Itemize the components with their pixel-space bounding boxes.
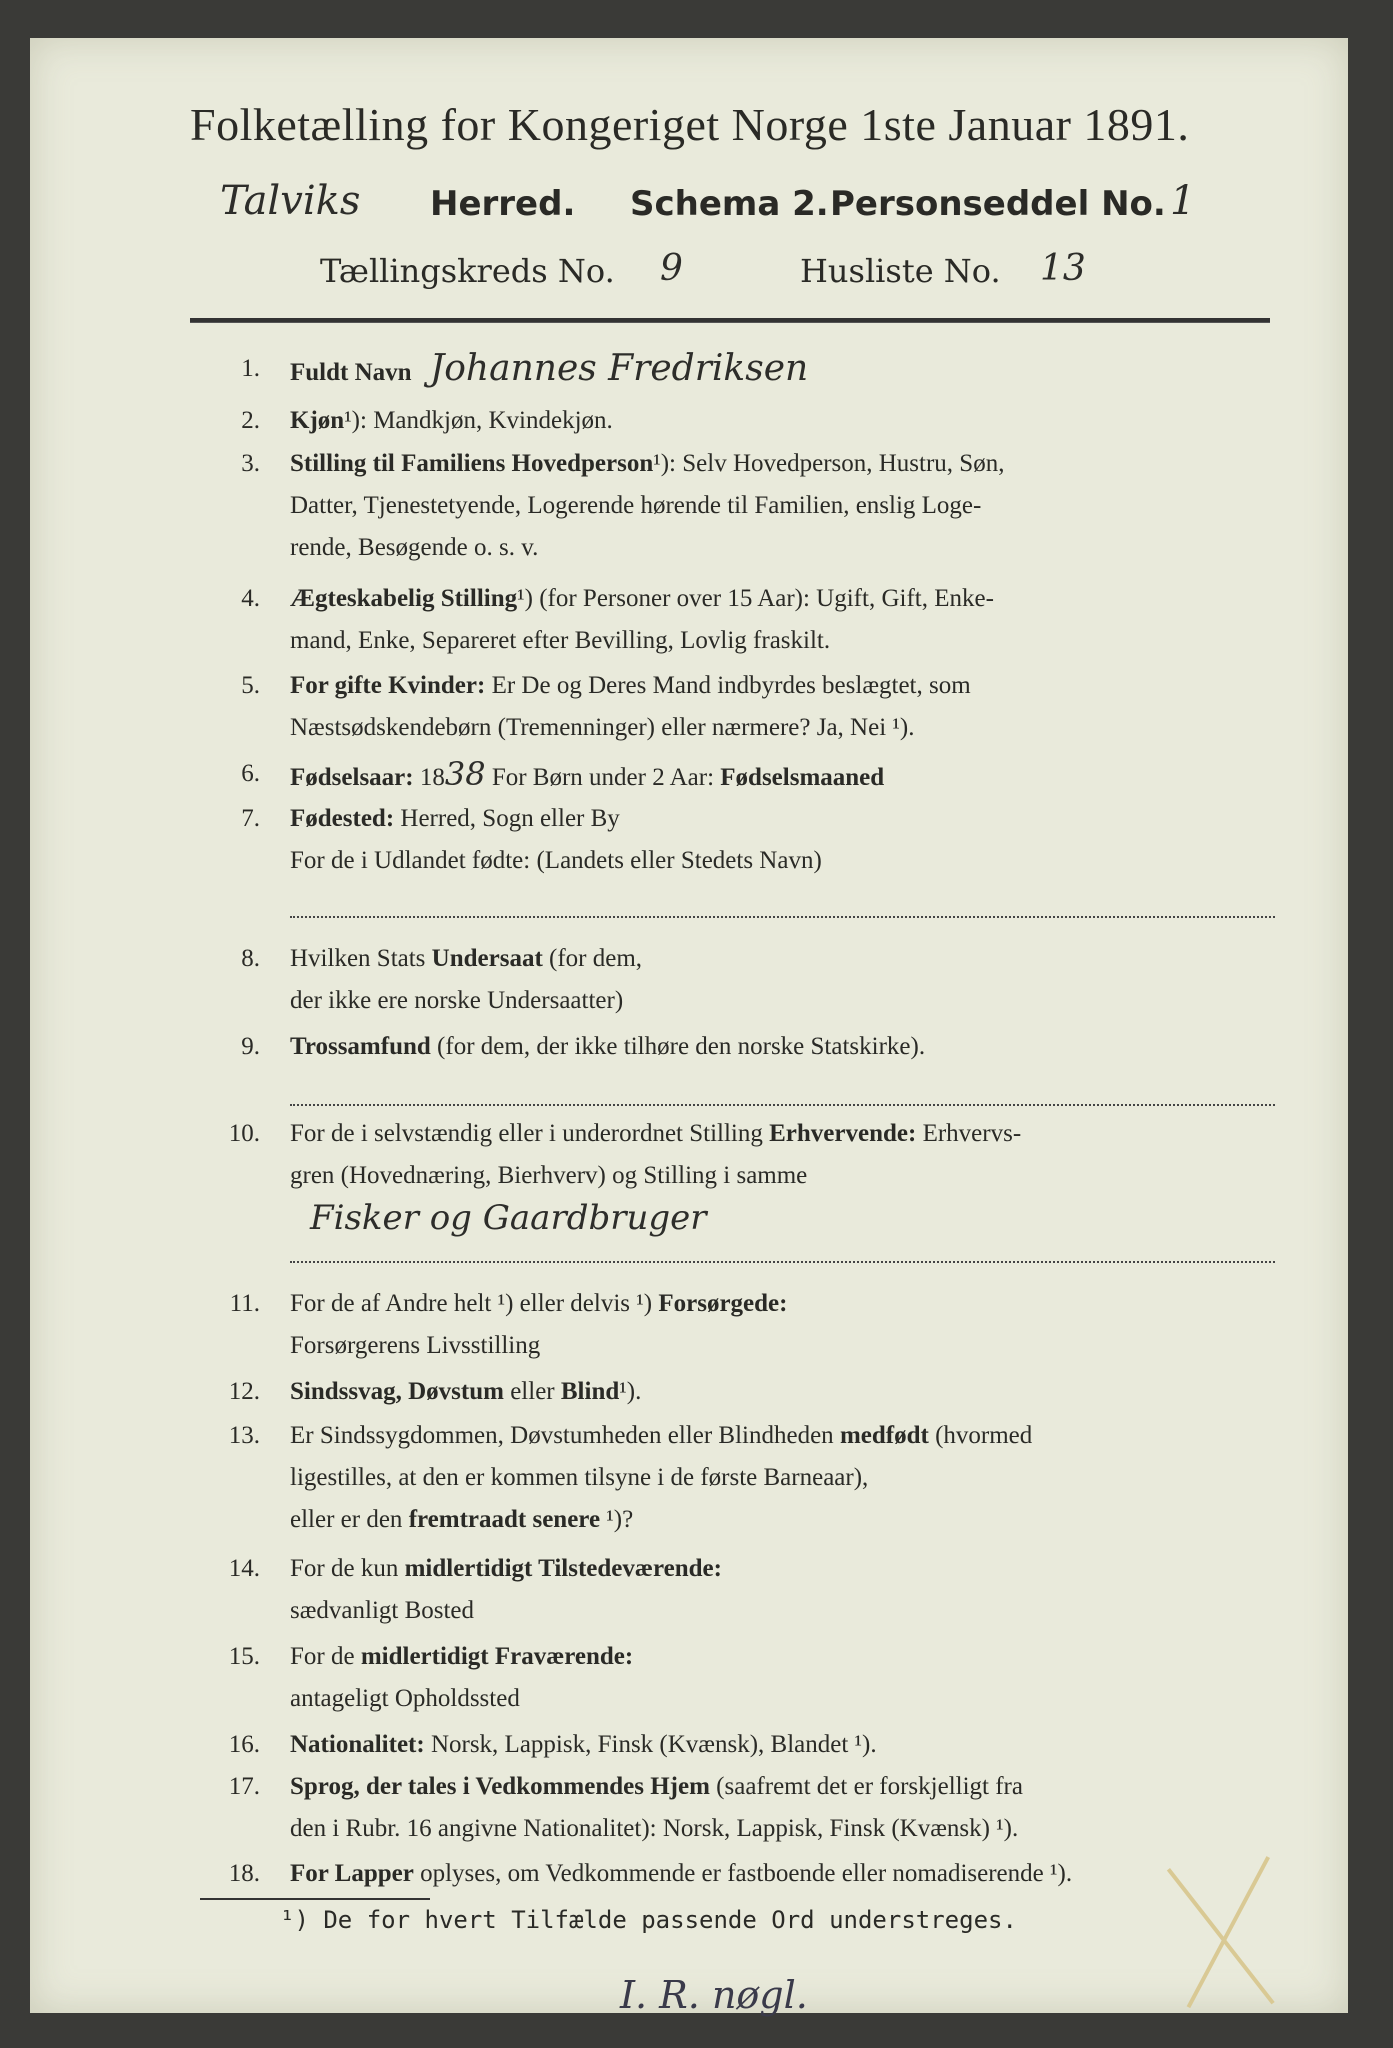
item-text-2: antageligt Opholdssted — [290, 1685, 520, 1712]
item-options-3: rende, Besøgende o. s. v. — [290, 534, 539, 561]
item-number: 12. — [228, 1378, 260, 1405]
husliste-no: 13 — [1040, 248, 1086, 289]
item-text — [290, 348, 1280, 394]
item-number: 17. — [228, 1773, 260, 1800]
item-text-c: For Børn under 2 Aar: — [485, 764, 721, 791]
item-options-2: den i Rubr. 16 angivne Nationalitet): Norsk, Lappisk, Finsk (Kvænsk) ¹). — [290, 1815, 1019, 1842]
item-label: Kjøn — [290, 407, 345, 434]
item-text-b: (hvormed — [928, 1422, 1033, 1449]
item-text-b: (for dem, der ikke tilhøre den norske Statskirke). — [430, 1033, 926, 1060]
item-6 — [190, 753, 1280, 798]
item-number: 18. — [228, 1860, 260, 1887]
item-12 — [190, 1371, 1280, 1416]
item-label-2: fremtraadt senere — [408, 1506, 601, 1533]
item-label: Trossamfund — [290, 1033, 431, 1060]
item-label: Stilling til Familiens Hovedperson — [290, 450, 654, 477]
item-text — [290, 1026, 1280, 1068]
item-options: ¹) (for Personer over 15 Aar): Ugift, Gift, Enke- — [517, 585, 994, 612]
item-text — [290, 1724, 1280, 1766]
blank-line — [290, 1261, 1275, 1263]
item-2 — [190, 400, 1280, 445]
item-options: Herred, Sogn eller By — [394, 805, 620, 832]
item-label: Sprog, der tales i Vedkommendes Hjem — [290, 1773, 710, 1800]
kreds-no: 9 — [660, 248, 683, 289]
item-text-b: oplyses, om Vedkommende er fastboende eller nomadiserende ¹). — [413, 1860, 1073, 1887]
personseddel-label: Personseddel No. — [830, 184, 1166, 224]
item-text-a: For de — [290, 1643, 361, 1670]
item-text — [290, 1283, 1280, 1367]
item-text — [290, 400, 1280, 442]
item-18 — [190, 1853, 1280, 1898]
footnote: ¹) De for hvert Tilfælde passende Ord understreges. — [280, 1906, 1017, 1934]
item-5 — [190, 665, 1280, 755]
item-number: 14. — [228, 1555, 260, 1582]
item-text — [290, 1766, 1280, 1850]
item-text-2: sædvanligt Bosted — [290, 1597, 475, 1624]
item-label: Nationalitet: — [290, 1731, 425, 1758]
item-number: 15. — [228, 1643, 260, 1670]
item-number: 2. — [241, 407, 260, 434]
item-text-c: ¹). — [619, 1378, 642, 1405]
item-options-2: Datter, Tjenestetyende, Logerende hørende til Familien, enslig Loge- — [290, 492, 982, 519]
schema-label: Schema 2. — [630, 184, 829, 224]
kreds-label: Tællingskreds No. — [320, 252, 615, 290]
item-number: 5. — [241, 672, 260, 699]
item-number: 8. — [241, 945, 260, 972]
header-rule — [190, 318, 1270, 323]
item-options: Er De og Deres Mand indbyrdes beslægtet, som — [485, 672, 971, 699]
item-text-2: gren (Hovednæring, Bierhverv) og Stilling i samme — [290, 1162, 808, 1189]
item-text-b: 18 — [413, 764, 445, 791]
item-3 — [190, 443, 1280, 573]
item-options: ¹): Selv Hovedperson, Hustru, Søn, — [653, 450, 1005, 477]
item-label: For Lapper — [290, 1860, 414, 1887]
item-text-b: eller — [503, 1378, 561, 1405]
item-17 — [190, 1766, 1280, 1856]
item-options: Norsk, Lappisk, Finsk (Kvænsk), Blandet ¹). — [424, 1731, 877, 1758]
item-text — [290, 1853, 1280, 1895]
item-options: ¹): Mandkjøn, Kvindekjøn. — [344, 407, 613, 434]
full-name-value: Johannes Fredriksen — [429, 348, 809, 389]
item-10 — [190, 1113, 1280, 1273]
item-text-a: Hvilken Stats — [290, 945, 432, 972]
item-text-3: eller er den — [290, 1506, 409, 1533]
signature: I. R. nøgl. — [620, 1973, 808, 2017]
husliste-label: Husliste No. — [800, 252, 1001, 290]
item-number: 11. — [229, 1290, 260, 1317]
item-8 — [190, 938, 1280, 1028]
form-title: Folketælling for Kongeriget Norge 1ste Januar 1891. — [190, 99, 1190, 150]
item-options-2: Næstsødskendebørn (Tremenninger) eller nærmere? Ja, Nei ¹). — [290, 714, 915, 741]
herred-name: Talviks — [220, 178, 361, 224]
item-4 — [190, 578, 1280, 668]
item-label: medfødt — [839, 1422, 929, 1449]
item-number: 7. — [241, 805, 260, 832]
item-label-2: Fødselsmaaned — [720, 764, 885, 791]
item-text-b: Erhvervs- — [916, 1120, 1022, 1147]
item-text — [290, 1415, 1280, 1541]
item-label: Fuldt Navn — [290, 359, 412, 386]
item-label: Erhvervende: — [769, 1120, 917, 1147]
occupation-value: Fisker og Gaardbruger — [310, 1198, 707, 1238]
footnote-rule — [200, 1898, 430, 1900]
item-14 — [190, 1548, 1280, 1638]
item-15 — [190, 1636, 1280, 1726]
item-number: 10. — [228, 1120, 260, 1147]
item-text — [290, 1636, 1280, 1720]
birth-year-value: 38 — [444, 755, 486, 793]
item-text-a: For de af Andre helt ¹) eller delvis ¹) — [290, 1290, 659, 1317]
item-text-2: der ikke ere norske Undersaatter) — [290, 987, 624, 1014]
item-text — [290, 938, 1280, 1022]
item-options-2: mand, Enke, Separeret efter Bevilling, Lovlig fraskilt. — [290, 627, 831, 654]
item-options-2: For de i Udlandet fødte: (Landets eller Stedets Navn) — [290, 847, 822, 874]
item-text — [290, 1371, 1280, 1413]
item-text-2: Forsørgerens Livsstilling — [290, 1332, 541, 1359]
blank-line — [290, 1104, 1275, 1106]
kreds-line — [320, 248, 1220, 298]
item-label: midlertidigt Fraværende: — [360, 1643, 634, 1670]
item-label: Ægteskabelig Stilling — [290, 585, 518, 612]
item-label: Undersaat — [431, 945, 543, 972]
item-13 — [190, 1415, 1280, 1545]
item-text — [290, 578, 1280, 662]
herred-label: Herred. — [430, 184, 576, 224]
item-text — [290, 443, 1280, 569]
item-text — [290, 1548, 1280, 1632]
item-label-2: Blind — [560, 1378, 620, 1405]
item-text — [290, 753, 1280, 799]
item-label: Sindssvag, Døvstum — [290, 1378, 504, 1405]
item-text-2: ligestilles, at den er kommen tilsyne i de første Barneaar), — [290, 1464, 869, 1491]
item-1 — [190, 348, 1280, 398]
item-text-a: For de i selvstændig eller i underordnet Stilling — [290, 1120, 770, 1147]
blank-line — [290, 916, 1275, 918]
item-text-4: ¹)? — [600, 1506, 634, 1533]
item-text — [290, 1113, 1280, 1243]
item-label: Fødselsaar: — [290, 764, 414, 791]
item-9 — [190, 1026, 1280, 1116]
item-number: 9. — [241, 1033, 260, 1060]
item-number: 6. — [241, 760, 260, 787]
item-number: 13. — [228, 1422, 260, 1449]
item-16 — [190, 1724, 1280, 1769]
herred-line — [190, 178, 1290, 238]
item-label: Fødested: — [290, 805, 395, 832]
item-number: 1. — [241, 355, 260, 382]
item-label: midlertidigt Tilstedeværende: — [404, 1555, 722, 1582]
item-text-a: Er Sindssygdommen, Døvstumheden eller Blindheden — [290, 1422, 840, 1449]
item-text — [290, 665, 1280, 749]
item-label: For gifte Kvinder: — [290, 672, 486, 699]
item-text — [290, 798, 1280, 882]
item-text-b: (saafremt det er forskjelligt fra — [709, 1773, 1023, 1800]
item-number: 3. — [241, 450, 260, 477]
item-text-b: (for dem, — [542, 945, 643, 972]
item-text-a: For de kun — [290, 1555, 405, 1582]
item-number: 4. — [241, 585, 260, 612]
item-11 — [190, 1283, 1280, 1373]
census-form-sheet — [30, 38, 1348, 2017]
item-number: 16. — [228, 1731, 260, 1758]
item-label: Forsørgede: — [658, 1290, 788, 1317]
item-7 — [190, 798, 1280, 928]
personseddel-no: 1 — [1170, 178, 1196, 224]
